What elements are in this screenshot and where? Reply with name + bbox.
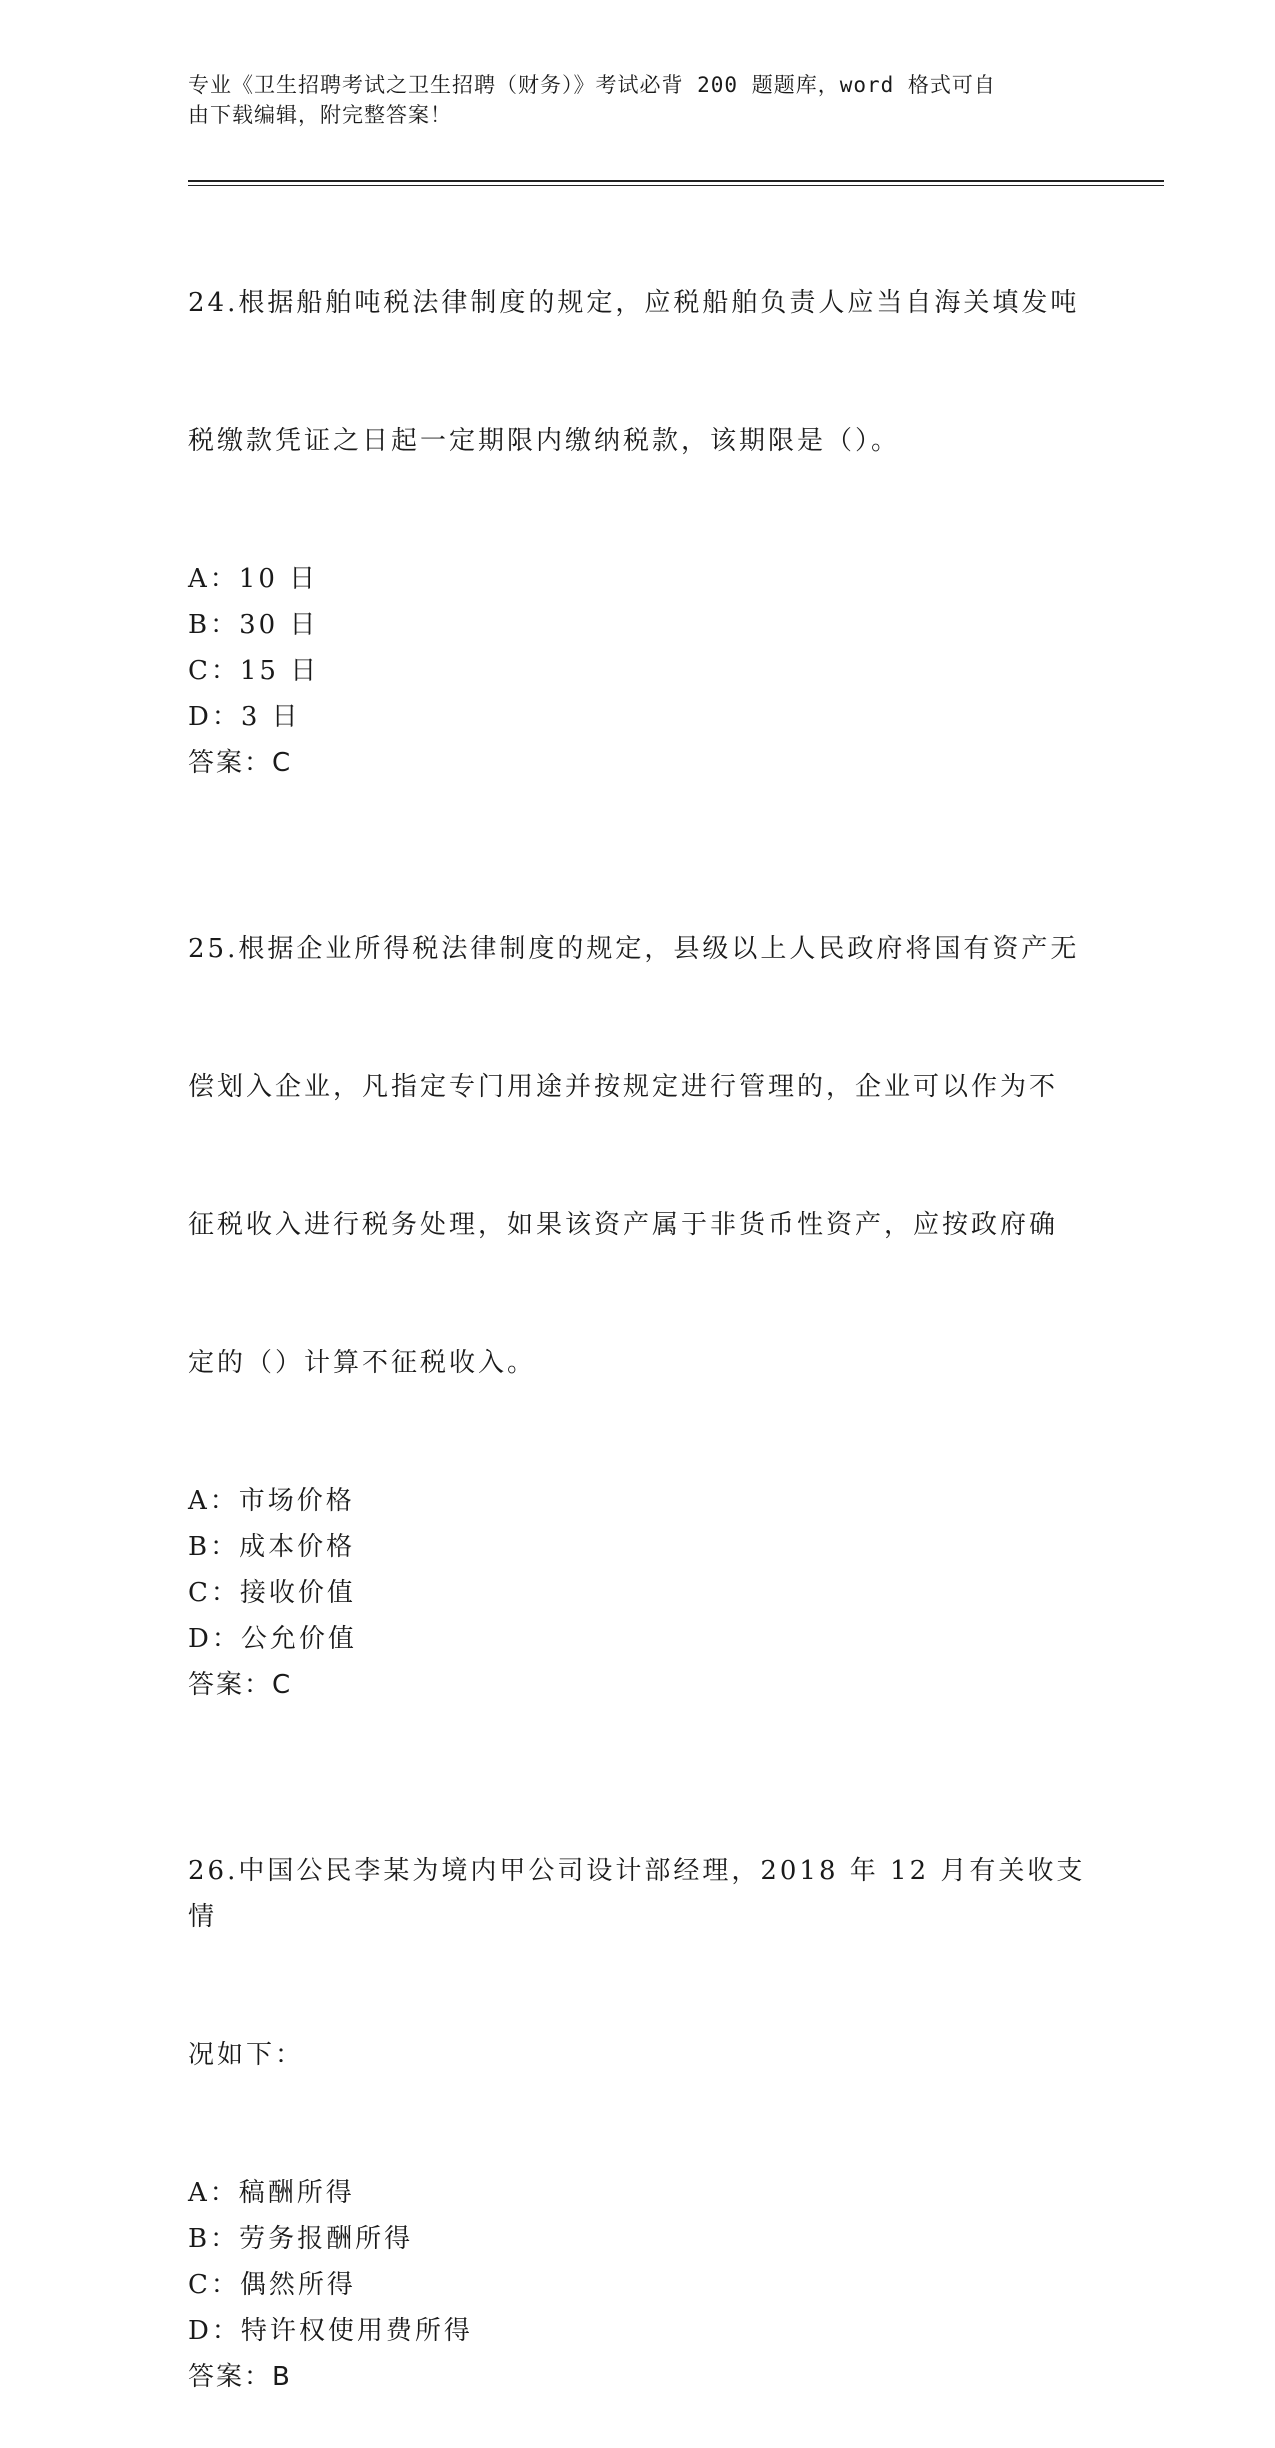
option-a: A：10 日 <box>188 564 319 594</box>
option-a: A：稿酬所得 <box>188 2178 355 2208</box>
header-line-1: 专业《卫生招聘考试之卫生招聘（财务）》考试必背 200 题题库，word 格式可自 <box>188 73 996 97</box>
stem-line: 26.中国公民李某为境内甲公司设计部经理，2018 年 12 月有关收支情 <box>188 1856 1086 1932</box>
option-b: B：成本价格 <box>188 1532 356 1562</box>
option-c: C：15 日 <box>188 656 320 686</box>
option-b: B：劳务报酬所得 <box>188 2224 414 2254</box>
answer-line: 答案：B <box>188 2362 292 2392</box>
option-d: D：公允价值 <box>188 1624 357 1654</box>
option-c: C：接收价值 <box>188 1578 356 1608</box>
answer-line: 答案：C <box>188 1670 293 1700</box>
header-divider-thick <box>188 180 1164 182</box>
stem-line: 征税收入进行税务处理，如果该资产属于非货币性资产，应按政府确 <box>188 1210 1059 1240</box>
question-26 <box>188 1756 1088 2400</box>
option-d: D：特许权使用费所得 <box>188 2316 473 2346</box>
header-line-2: 由下载编辑，附完整答案！ <box>188 103 452 127</box>
question-stem <box>188 188 1088 556</box>
question-24 <box>188 188 1088 786</box>
stem-line: 偿划入企业，凡指定专门用途并按规定进行管理的，企业可以作为不 <box>188 1072 1059 1102</box>
document-header <box>188 70 1068 130</box>
option-a: A：市场价格 <box>188 1486 355 1516</box>
question-stem <box>188 1756 1088 2170</box>
option-d: D：3 日 <box>188 702 301 732</box>
stem-line: 25.根据企业所得税法律制度的规定，县级以上人民政府将国有资产无 <box>188 934 1080 964</box>
question-25 <box>188 834 1088 1708</box>
question-list <box>188 188 1088 2448</box>
option-b: B：30 日 <box>188 610 319 640</box>
header-divider-thin <box>188 185 1164 186</box>
option-c: C：偶然所得 <box>188 2270 356 2300</box>
stem-line: 况如下： <box>188 2040 305 2070</box>
question-stem <box>188 834 1088 1478</box>
stem-line: 定的（）计算不征税收入。 <box>188 1348 537 1378</box>
stem-line: 税缴款凭证之日起一定期限内缴纳税款，该期限是（）。 <box>188 426 901 456</box>
stem-line: 24.根据船舶吨税法律制度的规定，应税船舶负责人应当自海关填发吨 <box>188 288 1080 318</box>
answer-line: 答案：C <box>188 748 293 778</box>
